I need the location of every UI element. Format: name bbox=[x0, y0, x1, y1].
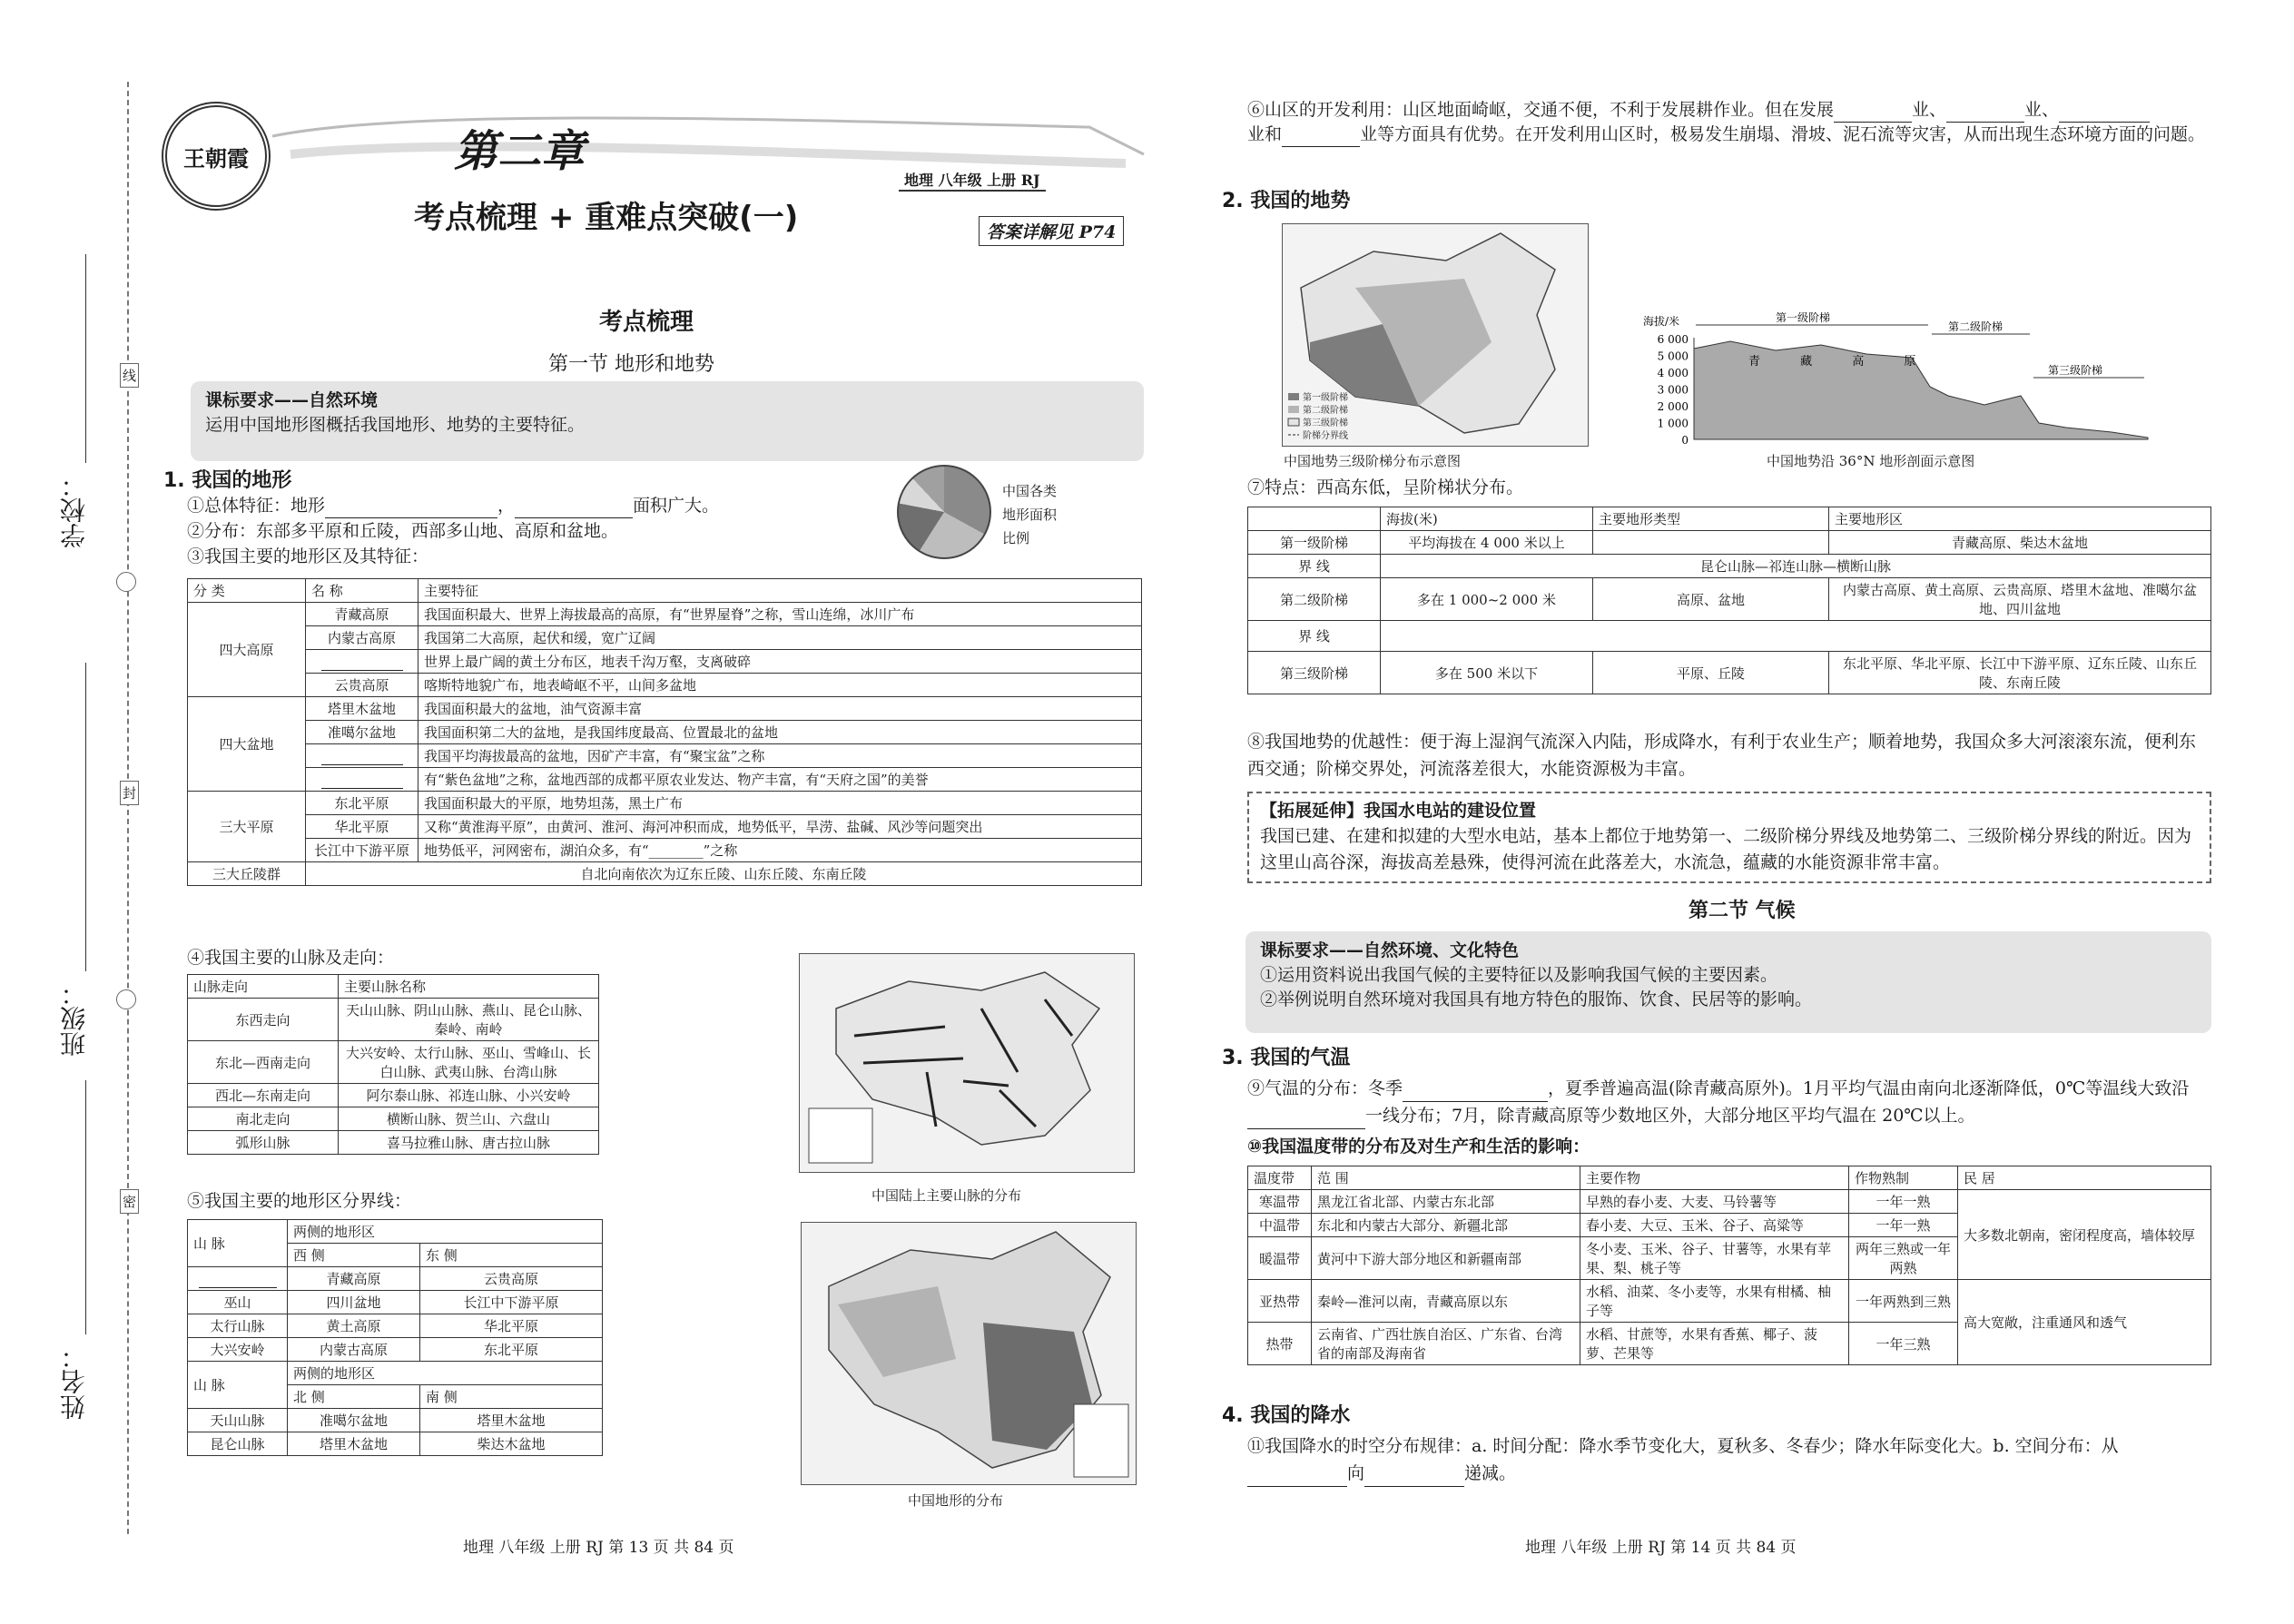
feature-cell: 我国面积最大的盆地，油气资源丰富 bbox=[418, 697, 1142, 721]
table-header: 民 居 bbox=[1958, 1166, 2211, 1190]
profile-ylabel: 海拔/米 bbox=[1643, 315, 1680, 328]
table-header: 山 脉 bbox=[188, 1362, 288, 1409]
terrain-map-caption: 中国地形的分布 bbox=[908, 1492, 1004, 1509]
table-row bbox=[188, 1267, 603, 1291]
table-cell: 中温带 bbox=[1248, 1214, 1312, 1237]
table-cell[interactable] bbox=[1593, 531, 1829, 555]
table-row bbox=[188, 626, 1142, 650]
terrain-ratio-caption: 中国各类地形面积比例 bbox=[1002, 483, 1058, 546]
footer-right: 地理 八年级 上册 RJ 第 14 页 共 84 页 bbox=[1525, 1539, 1797, 1557]
profile-step-label: 第一级阶梯 bbox=[1776, 311, 1831, 324]
table-cell: 界 线 bbox=[1248, 555, 1381, 578]
text: 业等方面具有优势。在开发利用山区时，极易发生崩塌、滑坡、泥石流等灾害，从而出现生态环境方面的问题。 bbox=[1360, 124, 2206, 144]
table-cell[interactable] bbox=[1381, 621, 2211, 652]
text: 面积广大。 bbox=[633, 496, 720, 516]
answer-blank[interactable] bbox=[1282, 129, 1360, 147]
relief-advantage: ⑧我国地势的优越性：便于海上湿润气流深入内陆，形成降水，有利于农业生产；顺着地势，我国众多大河滚滚东流，便利东西交通；阶梯交界处，河流落差很大，水能资源极为丰富。 bbox=[1247, 732, 2197, 779]
table-row bbox=[188, 792, 1142, 815]
table-row bbox=[188, 1084, 599, 1107]
terrain-distribution: ②分布：东部多平原和丘陵，西部多山地、高原和盆地。 bbox=[187, 521, 619, 541]
table-header: 北 侧 bbox=[288, 1385, 420, 1409]
answer-blank[interactable] bbox=[325, 500, 497, 518]
table-header: 名 称 bbox=[306, 579, 418, 603]
table-cell: 一年一熟 bbox=[1849, 1214, 1958, 1237]
table-cell: 一年三熟 bbox=[1849, 1323, 1958, 1365]
table-cell: 第二级阶梯 bbox=[1248, 578, 1381, 621]
brand-logo bbox=[162, 102, 271, 211]
housing-cell: 高大宽敞，注重通风和透气 bbox=[1958, 1280, 2211, 1365]
name-field[interactable] bbox=[85, 1080, 86, 1334]
feature-cell: 我国面积第二大的盆地，是我国纬度最高、位置最北的盆地 bbox=[418, 721, 1142, 744]
table-header: 主要地形类型 bbox=[1593, 507, 1829, 531]
table-cell: 内蒙古高原、黄土高原、云贵高原、塔里木盆地、准噶尔盆地、四川盆地 bbox=[1829, 578, 2211, 621]
table-cell: 阿尔泰山脉、祁连山脉、小兴安岭 bbox=[339, 1084, 599, 1107]
table-row bbox=[1248, 1190, 2211, 1214]
table-header: 西 侧 bbox=[288, 1244, 420, 1267]
text: 一线分布；7月，除青藏高原等少数地区外，大部分地区平均气温在 20℃以上。 bbox=[1365, 1106, 1975, 1126]
table-row bbox=[188, 650, 1142, 674]
table-row bbox=[188, 768, 1142, 792]
heading-temperature: 3. 我国的气温 bbox=[1222, 1047, 1351, 1069]
category-cell: 四大高原 bbox=[188, 603, 306, 697]
text: ， bbox=[497, 496, 516, 516]
text: ⑨气温的分布：冬季 bbox=[1247, 1078, 1403, 1098]
relief-feature: ⑦特点：西高东低，呈阶梯状分布。 bbox=[1247, 477, 1524, 497]
table-cell: 亚热带 bbox=[1248, 1280, 1312, 1323]
relief-profile bbox=[1639, 305, 2157, 450]
table-header: 山脉走向 bbox=[188, 975, 339, 999]
table-cell: 准噶尔盆地 bbox=[288, 1409, 420, 1432]
text: 业、 bbox=[2024, 100, 2060, 120]
table-row bbox=[188, 1291, 603, 1314]
boundaries-table bbox=[187, 1219, 603, 1456]
feature-cell: 我国平均海拔最高的盆地，因矿产丰富，有“聚宝盆”之称 bbox=[418, 744, 1142, 768]
table-row bbox=[188, 975, 599, 999]
table-row bbox=[1248, 531, 2211, 555]
table-row bbox=[188, 1432, 603, 1456]
relief-profile-caption: 中国地势沿 36°N 地形剖面示意图 bbox=[1767, 453, 1975, 469]
profile-tick: 3 000 bbox=[1657, 383, 1689, 397]
table-row bbox=[188, 1362, 603, 1385]
table-cell: 平原、丘陵 bbox=[1593, 652, 1829, 694]
region-name-cell: 云贵高原 bbox=[306, 674, 418, 697]
class-label: 班级： bbox=[59, 980, 89, 1057]
table-cell: 昆仑山脉 bbox=[188, 1432, 288, 1456]
table-row bbox=[1248, 652, 2211, 694]
table-cell: 一年两熟到三熟 bbox=[1849, 1280, 1958, 1323]
table-cell: 青藏高原、柴达木盆地 bbox=[1829, 531, 2211, 555]
table-cell: 大兴安岭 bbox=[188, 1338, 288, 1362]
feature-cell: 我国第二大高原，起伏和缓，宽广辽阔 bbox=[418, 626, 1142, 650]
table-row bbox=[188, 674, 1142, 697]
terrain-ratio-photo bbox=[897, 465, 991, 559]
table-row bbox=[188, 815, 1142, 839]
legend-item: 第一级阶梯 bbox=[1303, 393, 1348, 403]
text: 业、 bbox=[1912, 100, 1947, 120]
terrain-regions-heading: ③我国主要的地形区及其特征： bbox=[187, 546, 429, 566]
table-cell: 水稻、油菜、冬小麦等，水果有柑橘、柚子等 bbox=[1580, 1280, 1849, 1323]
table-header: 主要山脉名称 bbox=[339, 975, 599, 999]
table-header: 山 脉 bbox=[188, 1220, 288, 1267]
table-row bbox=[188, 1338, 603, 1362]
text: 业和 bbox=[1247, 124, 1283, 144]
table-cell: 第一级阶梯 bbox=[1248, 531, 1381, 555]
curriculum-box bbox=[191, 381, 1144, 461]
school-label: 学校： bbox=[59, 472, 89, 548]
housing-cell: 大多数北朝南，密闭程度高，墙体较厚 bbox=[1958, 1190, 2211, 1280]
chapter-title: 第二章 bbox=[454, 126, 586, 177]
table-header: 两侧的地形区 bbox=[288, 1362, 603, 1385]
binding-mark: 封 bbox=[120, 781, 139, 805]
curriculum-text: 运用中国地形图概括我国地形、地势的主要特征。 bbox=[205, 415, 586, 435]
table-cell: 塔里木盆地 bbox=[420, 1409, 603, 1432]
table-cell: 东北平原 bbox=[420, 1338, 603, 1362]
school-field[interactable] bbox=[85, 254, 86, 463]
temperature-distribution bbox=[1247, 1075, 2210, 1129]
table-row bbox=[188, 1041, 599, 1084]
table-header: 范 围 bbox=[1312, 1166, 1580, 1190]
binding-line bbox=[127, 82, 129, 1534]
table-cell: 昆仑山脉—祁连山脉—横断山脉 bbox=[1381, 555, 2211, 578]
region-name-cell: 长江中下游平原 bbox=[306, 839, 418, 862]
binding-mark: 密 bbox=[120, 1189, 139, 1214]
table-cell[interactable] bbox=[188, 1267, 288, 1291]
table-header: 海拔(米) bbox=[1381, 507, 1593, 531]
category-cell: 三大平原 bbox=[188, 792, 306, 862]
temperature-zones-table bbox=[1247, 1166, 2211, 1365]
table-cell: 华北平原 bbox=[420, 1314, 603, 1338]
legend-item: 第二级阶梯 bbox=[1303, 406, 1348, 416]
answer-reference[interactable]: 答案详解见 P74 bbox=[979, 216, 1124, 246]
svg-text:青 藏 高 原: 青 藏 高 原 bbox=[1748, 355, 1935, 369]
region-name-cell: 塔里木盆地 bbox=[306, 697, 418, 721]
feature-cell: 我国面积最大、世界上海拔最高的高原，有“世界屋脊”之称，雪山连绵，冰川广布 bbox=[418, 603, 1142, 626]
table-cell: 秦岭—淮河以南，青藏高原以东 bbox=[1312, 1280, 1580, 1323]
text: ①总体特征：地形 bbox=[187, 496, 326, 516]
table-row bbox=[188, 579, 1142, 603]
text: 递减。 bbox=[1464, 1463, 1517, 1483]
table-cell: 两年三熟或一年两熟 bbox=[1849, 1237, 1958, 1280]
region-name-cell: 青藏高原 bbox=[306, 603, 418, 626]
table-cell: 多在 500 米以下 bbox=[1381, 652, 1593, 694]
region-name-cell: 准噶尔盆地 bbox=[306, 721, 418, 744]
table-header: 主要作物 bbox=[1580, 1166, 1849, 1190]
extension-text: 我国已建、在建和拟建的大型水电站，基本上都位于地势第一、二级阶梯分界线及地势第二、三级阶梯分界线的附近。因为这里山高谷深，海拔高差悬殊，使得河流在此落差大，水流急，蕴藏的水能资源非常丰富。 bbox=[1260, 826, 2192, 872]
table-cell: 早熟的春小麦、大麦、马铃薯等 bbox=[1580, 1190, 1849, 1214]
profile-tick: 2 000 bbox=[1657, 400, 1689, 413]
table-cell: 热带 bbox=[1248, 1323, 1312, 1365]
terrain-regions-table bbox=[187, 578, 1142, 886]
table-row bbox=[188, 1131, 599, 1155]
table-header: 两侧的地形区 bbox=[288, 1220, 603, 1244]
terrain-map bbox=[801, 1222, 1137, 1485]
table-cell: 天山山脉、阴山山脉、燕山、昆仑山脉、秦岭、南岭 bbox=[339, 999, 599, 1041]
table-row bbox=[188, 999, 599, 1041]
profile-tick: 1 000 bbox=[1657, 417, 1689, 430]
curriculum-box-2 bbox=[1245, 931, 2211, 1033]
table-cell: 喜马拉雅山脉、唐古拉山脉 bbox=[339, 1131, 599, 1155]
region-name-cell: 东北平原 bbox=[306, 792, 418, 815]
table-cell: 长江中下游平原 bbox=[420, 1291, 603, 1314]
table-cell: 巫山 bbox=[188, 1291, 288, 1314]
table-row bbox=[188, 1220, 603, 1244]
table-cell: 寒温带 bbox=[1248, 1190, 1312, 1214]
answer-blank[interactable] bbox=[1247, 1469, 1347, 1487]
table-header bbox=[1248, 507, 1381, 531]
table-row bbox=[188, 1107, 599, 1131]
table-cell: 东北—西南走向 bbox=[188, 1041, 339, 1084]
mountains-heading: ④我国主要的山脉及走向： bbox=[187, 948, 395, 968]
lesson-2-title: 第二节 气候 bbox=[1689, 900, 1796, 922]
table-row bbox=[188, 721, 1142, 744]
logo-text: 王朝霞 bbox=[183, 144, 249, 172]
table-header: 主要地形区 bbox=[1829, 507, 2211, 531]
table-header: 东 侧 bbox=[420, 1244, 603, 1267]
profile-tick: 0 bbox=[1681, 434, 1689, 447]
table-cell: 云南省、广西壮族自治区、广东省、台湾省的南部及海南省 bbox=[1312, 1323, 1580, 1365]
text: ，夏季普遍高温(除青藏高原外)。1月平均气温由南向北逐渐降低，0℃等温线大致沿 bbox=[1548, 1078, 2190, 1098]
feature-cell: 我国面积最大的平原，地势坦荡，黑土广布 bbox=[418, 792, 1142, 815]
region-name-cell: 内蒙古高原 bbox=[306, 626, 418, 650]
table-row bbox=[1248, 507, 2211, 531]
table-row bbox=[1248, 555, 2211, 578]
relief-steps-table bbox=[1247, 507, 2211, 694]
table-row bbox=[188, 1314, 603, 1338]
region-name-cell: 华北平原 bbox=[306, 815, 418, 839]
feature-cell: 自北向南依次为辽东丘陵、山东丘陵、东南丘陵 bbox=[306, 862, 1142, 886]
heading-relief: 2. 我国的地势 bbox=[1222, 190, 1351, 212]
feature-cell: 地势低平，河网密布，湖泊众多，有“________”之称 bbox=[418, 839, 1142, 862]
binding-circle bbox=[116, 572, 136, 592]
table-row bbox=[188, 697, 1142, 721]
table-row bbox=[188, 744, 1142, 768]
curriculum-item: ②举例说明自然环境对我国具有地方特色的服饰、饮食、民居等的影响。 bbox=[1260, 989, 1813, 1009]
answer-blank[interactable] bbox=[2059, 104, 2150, 123]
table-cell: 柴达木盆地 bbox=[420, 1432, 603, 1456]
steps-map-caption: 中国地势三级阶梯分布示意图 bbox=[1284, 453, 1462, 469]
feature-cell: 有“紫色盆地”之称，盆地西部的成都平原农业发达、物产丰富，有“天府之国”的美誉 bbox=[418, 768, 1142, 792]
table-row bbox=[188, 1409, 603, 1432]
table-cell: 横断山脉、贺兰山、六盘山 bbox=[339, 1107, 599, 1131]
answer-blank[interactable] bbox=[1946, 104, 2024, 123]
table-row bbox=[188, 839, 1142, 862]
feature-cell: 喀斯特地貌广布，地表崎岖不平，山间多盆地 bbox=[418, 674, 1142, 697]
table-cell: 界 线 bbox=[1248, 621, 1381, 652]
precipitation-pattern bbox=[1247, 1432, 2210, 1487]
table-cell: 水稻、甘蔗等，水果有香蕉、椰子、菠萝、芒果等 bbox=[1580, 1323, 1849, 1365]
text: ⑪我国降水的时空分布规律：a. 时间分配：降水季节变化大，夏秋多、冬春少；降水年际变化大。b. 空间分布：从 bbox=[1247, 1436, 2119, 1456]
name-label: 姓名： bbox=[59, 1343, 89, 1420]
table-row bbox=[188, 603, 1142, 626]
table-row bbox=[188, 862, 1142, 886]
profile-step-label: 第二级阶梯 bbox=[1948, 320, 2004, 333]
text: 向 bbox=[1347, 1463, 1365, 1483]
region-name-cell[interactable] bbox=[306, 744, 418, 768]
table-row bbox=[1248, 1166, 2211, 1190]
category-cell: 四大盆地 bbox=[188, 697, 306, 792]
curriculum-title: 课标要求——自然环境 bbox=[205, 390, 379, 410]
table-cell: 东北和内蒙古大部分、新疆北部 bbox=[1312, 1214, 1580, 1237]
curriculum-item: ①运用资料说出我国气候的主要特征以及影响我国气候的主要因素。 bbox=[1260, 965, 1778, 985]
table-cell: 内蒙古高原 bbox=[288, 1338, 420, 1362]
table-cell: 高原、盆地 bbox=[1593, 578, 1829, 621]
table-cell: 黑龙江省北部、内蒙古东北部 bbox=[1312, 1190, 1580, 1214]
table-cell: 多在 1 000~2 000 米 bbox=[1381, 578, 1593, 621]
feature-cell: 又称“黄淮海平原”，由黄河、淮河、海河冲积而成，地势低平，旱涝、盐碱、风沙等问题突出 bbox=[418, 815, 1142, 839]
heading-precipitation: 4. 我国的降水 bbox=[1222, 1404, 1351, 1427]
table-cell: 冬小麦、玉米、谷子、甘薯等，水果有苹果、梨、桃子等 bbox=[1580, 1237, 1849, 1280]
extension-title: 【拓展延伸】我国水电站的建设位置 bbox=[1260, 801, 1537, 821]
table-header: 主要特征 bbox=[418, 579, 1142, 603]
relief-profile-svg bbox=[1639, 305, 2157, 450]
curriculum-title-2: 课标要求——自然环境、文化特色 bbox=[1260, 940, 1520, 960]
binding-mark: 线 bbox=[120, 363, 139, 388]
footer-left: 地理 八年级 上册 RJ 第 13 页 共 84 页 bbox=[463, 1539, 734, 1557]
text: ⑥山区的开发利用：山区地面崎岖，交通不便，不利于发展耕作业。但在发展 bbox=[1247, 100, 1835, 120]
profile-tick: 6 000 bbox=[1657, 333, 1689, 346]
boundaries-heading: ⑤我国主要的地形区分界线： bbox=[187, 1191, 412, 1211]
table-cell: 大兴安岭、太行山脉、巫山、雪峰山、长白山脉、武夷山脉、台湾山脉 bbox=[339, 1041, 599, 1084]
table-cell: 一年一熟 bbox=[1849, 1190, 1958, 1214]
region-name-cell[interactable] bbox=[306, 768, 418, 792]
category-cell: 三大丘陵群 bbox=[188, 862, 306, 886]
table-cell: 春小麦、大豆、玉米、谷子、高粱等 bbox=[1580, 1214, 1849, 1237]
heading-terrain: 1. 我国的地形 bbox=[163, 469, 292, 492]
class-field[interactable] bbox=[85, 663, 86, 971]
mountain-map-svg bbox=[800, 954, 1134, 1172]
table-cell: 天山山脉 bbox=[188, 1409, 288, 1432]
table-cell: 第三级阶梯 bbox=[1248, 652, 1381, 694]
table-header: 温度带 bbox=[1248, 1166, 1312, 1190]
table-cell: 黄土高原 bbox=[288, 1314, 420, 1338]
answer-blank[interactable] bbox=[1247, 1111, 1365, 1129]
extension-box bbox=[1247, 792, 2211, 883]
feature-cell: 世界上最广阔的黄土分布区，地表千沟万壑，支离破碎 bbox=[418, 650, 1142, 674]
table-header: 作物熟制 bbox=[1849, 1166, 1958, 1190]
profile-step-label: 第三级阶梯 bbox=[2048, 364, 2103, 377]
table-cell: 西北—东南走向 bbox=[188, 1084, 339, 1107]
table-header: 南 侧 bbox=[420, 1385, 603, 1409]
mountain-map bbox=[799, 953, 1135, 1173]
region-name-cell[interactable] bbox=[306, 650, 418, 674]
answer-blank[interactable] bbox=[515, 500, 633, 518]
table-cell: 弧形山脉 bbox=[188, 1131, 339, 1155]
table-cell: 南北走向 bbox=[188, 1107, 339, 1131]
steps-map-svg bbox=[1283, 224, 1588, 446]
mountain-use-paragraph bbox=[1247, 98, 2210, 147]
section-title: 考点梳理 bbox=[599, 309, 694, 336]
terrain-map-svg bbox=[802, 1223, 1136, 1484]
table-cell: 云贵高原 bbox=[420, 1267, 603, 1291]
table-row bbox=[1248, 621, 2211, 652]
steps-map bbox=[1282, 223, 1589, 447]
table-cell: 太行山脉 bbox=[188, 1314, 288, 1338]
mountain-map-caption: 中国陆上主要山脉的分布 bbox=[871, 1187, 1022, 1204]
lesson-title: 第一节 地形和地势 bbox=[548, 353, 714, 376]
table-cell: 黄河中下游大部分地区和新疆南部 bbox=[1312, 1237, 1580, 1280]
chapter-subtitle: 考点梳理 + 重难点突破(一) bbox=[414, 200, 799, 236]
terrain-general bbox=[187, 494, 719, 518]
table-cell: 暖温带 bbox=[1248, 1237, 1312, 1280]
table-cell: 塔里木盆地 bbox=[288, 1432, 420, 1456]
table-cell: 平均海拔在 4 000 米以上 bbox=[1381, 531, 1593, 555]
answer-blank[interactable] bbox=[1364, 1469, 1464, 1487]
table-cell: 东西走向 bbox=[188, 999, 339, 1041]
table-row bbox=[1248, 1280, 2211, 1323]
profile-tick: 4 000 bbox=[1657, 367, 1689, 379]
temperature-zones-heading: ⑩我国温度带的分布及对生产和生活的影响： bbox=[1247, 1137, 1590, 1156]
profile-tick: 5 000 bbox=[1657, 349, 1689, 363]
binding-circle bbox=[116, 989, 136, 1009]
answer-blank[interactable] bbox=[1403, 1084, 1548, 1102]
subject-tags: 地理 八年级 上册 RJ bbox=[899, 169, 1046, 192]
table-cell: 四川盆地 bbox=[288, 1291, 420, 1314]
table-cell: 青藏高原 bbox=[288, 1267, 420, 1291]
table-cell: 东北平原、华北平原、长江中下游平原、辽东丘陵、山东丘陵、东南丘陵 bbox=[1829, 652, 2211, 694]
legend-item: 第三级阶梯 bbox=[1303, 418, 1348, 428]
legend-item: 阶梯分界线 bbox=[1303, 431, 1348, 441]
table-row bbox=[1248, 578, 2211, 621]
answer-blank[interactable] bbox=[1834, 104, 1912, 123]
mountains-table bbox=[187, 974, 599, 1155]
table-header: 分 类 bbox=[188, 579, 306, 603]
